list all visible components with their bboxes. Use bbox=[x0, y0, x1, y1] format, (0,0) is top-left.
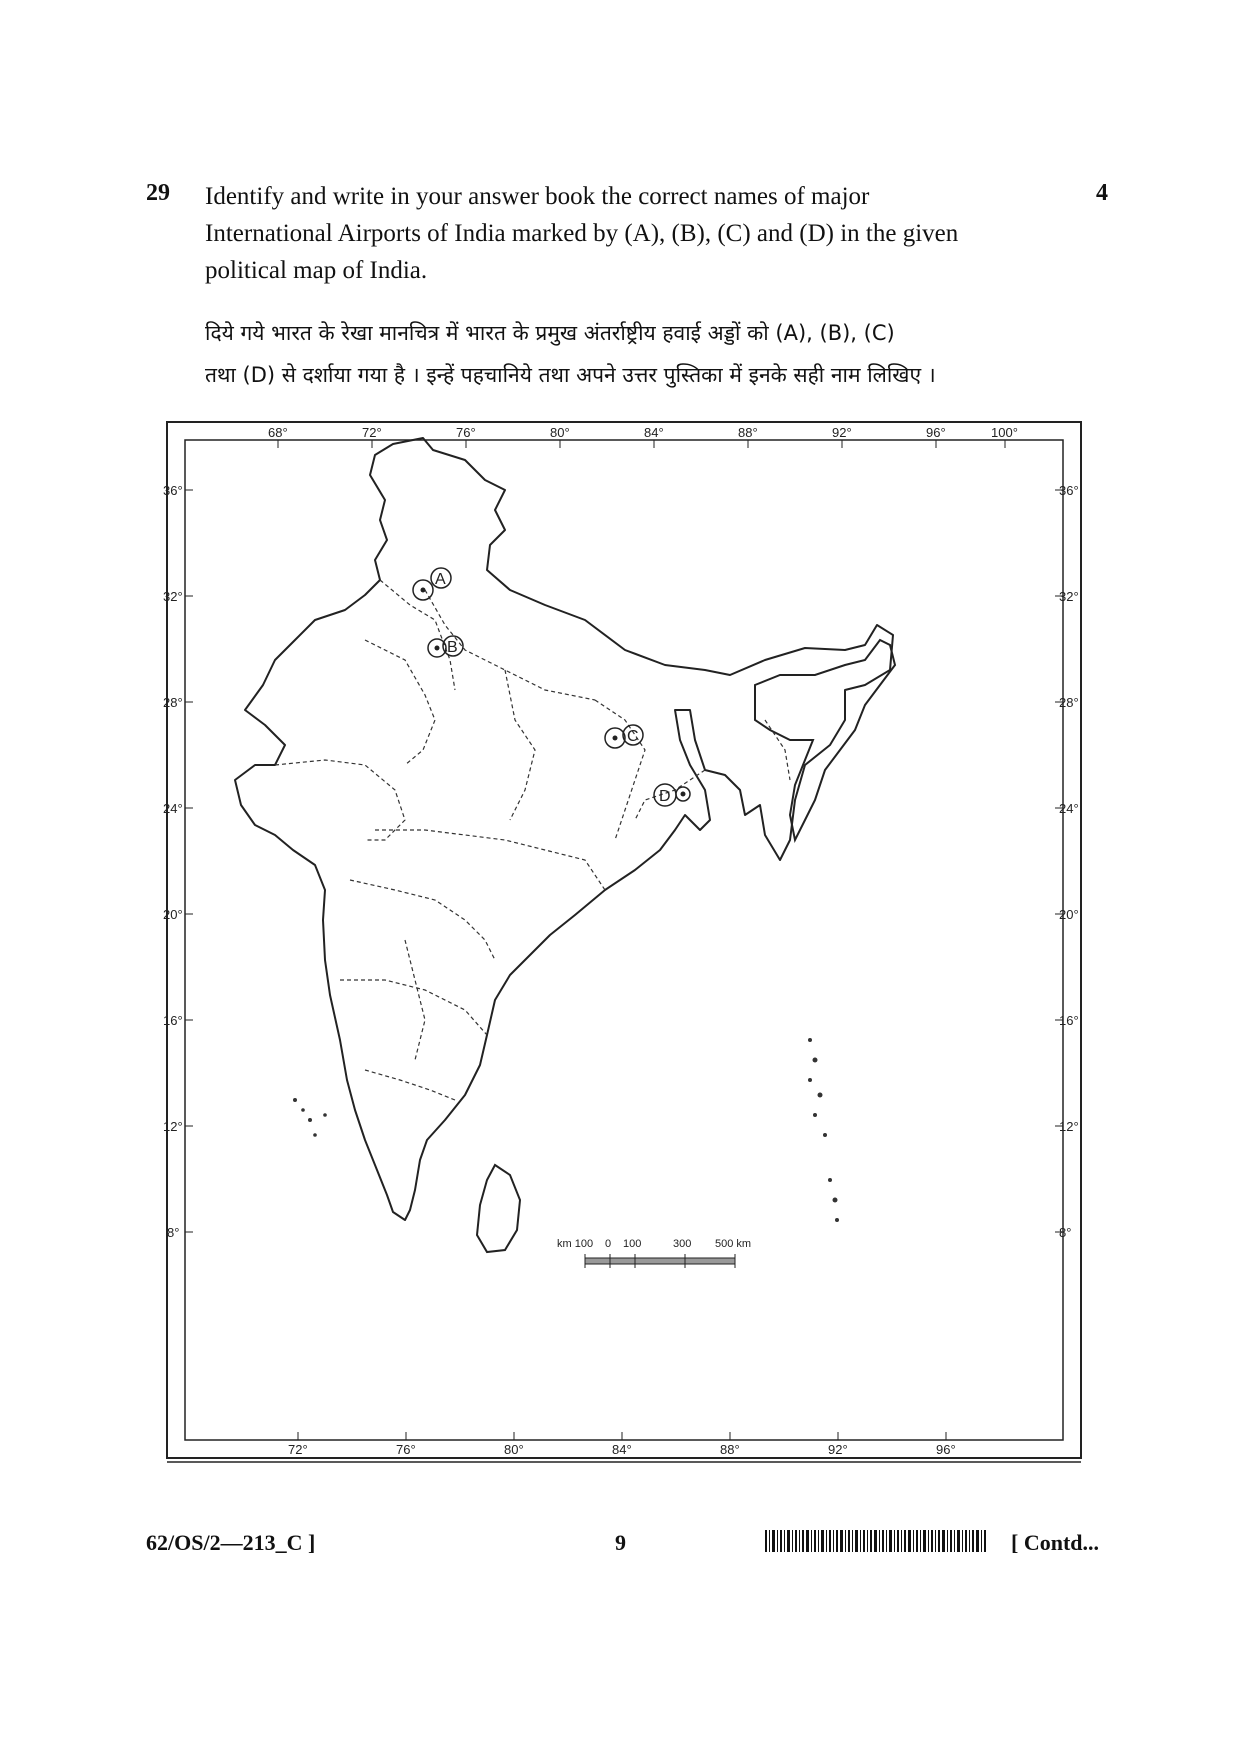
map-outer-frame bbox=[167, 422, 1081, 1458]
lat-label-right: 28° bbox=[1059, 695, 1079, 710]
scale-label: 100 bbox=[623, 1238, 642, 1250]
lon-label-bottom: 84° bbox=[612, 1442, 632, 1457]
question-line: Identify and write in your answer book the correct names of major bbox=[205, 183, 870, 210]
lon-label-bottom: 76° bbox=[396, 1442, 416, 1457]
page-number: 9 bbox=[615, 1530, 626, 1555]
lon-label-top: 96° bbox=[926, 425, 946, 440]
lat-label-right: 12° bbox=[1059, 1119, 1079, 1134]
lat-label-left: 28° bbox=[163, 695, 183, 710]
question-text-hindi bbox=[205, 312, 1065, 396]
question-number: 29 bbox=[146, 180, 170, 206]
lon-label-bottom: 92° bbox=[828, 1442, 848, 1457]
scale-label: 500 km bbox=[715, 1238, 752, 1250]
question-line-hindi: दिये गये भारत के रेखा मानचित्र में भारत के प्रमुख अंतर्राष्ट्रीय हवाई अड्डों को (A), (B), (C) bbox=[205, 321, 895, 345]
airport-markers bbox=[413, 568, 690, 806]
right-latitude-axis bbox=[1055, 483, 1079, 1240]
scale-label: 300 bbox=[673, 1238, 692, 1250]
bottom-longitude-axis bbox=[288, 1432, 956, 1457]
lat-label-right: 16° bbox=[1059, 1013, 1079, 1028]
question-line: International Airports of India marked by (A), (B), (C) and (D) in the given bbox=[205, 220, 959, 247]
scale-label: 0 bbox=[605, 1238, 612, 1250]
question-text-english bbox=[205, 178, 1065, 289]
lat-label-left: 16° bbox=[163, 1013, 183, 1028]
lat-label-right: 36° bbox=[1059, 483, 1079, 498]
india-outline bbox=[235, 438, 893, 1220]
lat-label-left: 20° bbox=[163, 907, 183, 922]
map-inner-frame bbox=[185, 440, 1063, 1440]
marker-d bbox=[654, 784, 690, 806]
marker-a bbox=[413, 568, 451, 600]
lon-label-bottom: 88° bbox=[720, 1442, 740, 1457]
scale-bar bbox=[557, 1238, 751, 1268]
marker-b bbox=[428, 636, 463, 657]
sri-lanka-outline bbox=[477, 1165, 520, 1252]
continued-label: [ Contd... bbox=[1011, 1530, 1100, 1555]
lat-label-left: 32° bbox=[163, 589, 183, 604]
marker-c-label: C bbox=[627, 728, 639, 745]
northeast-outline bbox=[755, 640, 895, 840]
lat-label-left: 36° bbox=[163, 483, 183, 498]
question-marks: 4 bbox=[1096, 180, 1108, 206]
lat-label-right: 32° bbox=[1059, 589, 1079, 604]
lon-label-top: 68° bbox=[268, 425, 288, 440]
lon-label-bottom: 72° bbox=[288, 1442, 308, 1457]
state-boundaries bbox=[275, 580, 790, 1100]
lon-label-top: 88° bbox=[738, 425, 758, 440]
lat-label-left: 24° bbox=[163, 801, 183, 816]
top-longitude-axis bbox=[268, 425, 1018, 448]
lon-label-top: 92° bbox=[832, 425, 852, 440]
india-political-map bbox=[165, 420, 1085, 1466]
lon-label-top: 72° bbox=[362, 425, 382, 440]
lon-label-bottom: 80° bbox=[504, 1442, 524, 1457]
lat-label-right: 20° bbox=[1059, 907, 1079, 922]
lon-label-top: 80° bbox=[550, 425, 570, 440]
marker-b-label: B bbox=[447, 639, 458, 656]
lon-label-bottom: 96° bbox=[936, 1442, 956, 1457]
paper-code: 62/OS/2—213_C ] bbox=[146, 1530, 316, 1555]
lon-label-top: 100° bbox=[991, 425, 1018, 440]
marker-d-label: D bbox=[659, 788, 671, 805]
lat-label-left: 8° bbox=[167, 1225, 180, 1240]
scale-label: km 100 bbox=[557, 1238, 594, 1250]
lat-label-right: 24° bbox=[1059, 801, 1079, 816]
marker-c bbox=[605, 725, 643, 748]
map-svg bbox=[165, 420, 1085, 1466]
islands bbox=[293, 1038, 839, 1222]
lon-label-top: 76° bbox=[456, 425, 476, 440]
marker-a-label: A bbox=[435, 571, 446, 588]
question-line-hindi: तथा (D) से दर्शाया गया है । इन्हें पहचानिये तथा अपने उत्तर पुस्तिका में इनके सही नाम लिखिए । bbox=[205, 363, 936, 387]
lat-label-left: 12° bbox=[163, 1119, 183, 1134]
lon-label-top: 84° bbox=[644, 425, 664, 440]
barcode-image bbox=[765, 1530, 987, 1552]
lat-label-right: 8° bbox=[1059, 1225, 1072, 1240]
question-line: political map of India. bbox=[205, 257, 428, 284]
